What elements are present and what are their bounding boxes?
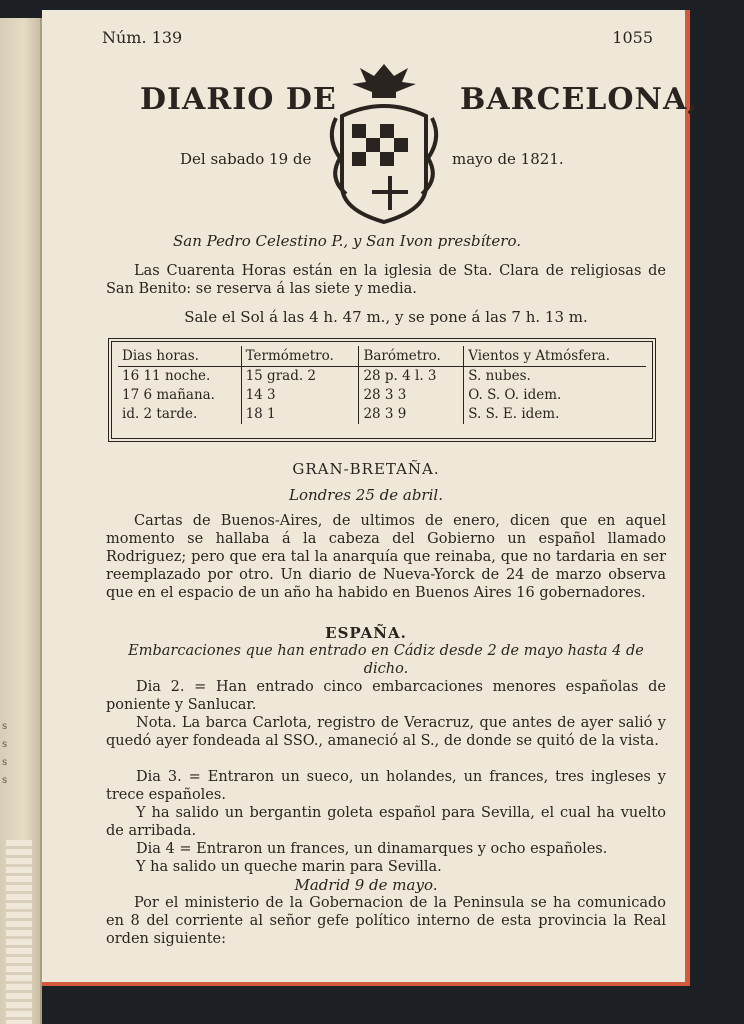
table-cell: S. nubes. [464, 367, 646, 387]
date-line-left: Del sabado 19 de [180, 150, 312, 168]
dateline-londres: Londres 25 de abril. [289, 486, 443, 504]
table-cell: 17 6 mañana. [122, 387, 215, 403]
left-page-text-fragments: s s s s [2, 721, 8, 786]
embarcaciones-subtitle: Embarcaciones que han entrado en Cádiz desde 2 de mayo hasta 4 de dicho. [128, 643, 644, 677]
column-header: Dias horas. [118, 346, 241, 367]
table-row [118, 405, 646, 424]
coat-of-arms-emblem [322, 58, 446, 228]
issue-number: Núm. 139 [102, 28, 183, 47]
article-ministerio: Por el ministerio de la Gobernacion de la Peninsula se ha comunicado en 8 del corriente al señor gefe político interno de esta provincia la Real orden siguiente: [106, 895, 666, 947]
section-heading-espana: ESPAÑA. [325, 624, 407, 642]
table-cell: 18 1 [241, 405, 359, 424]
saints-of-day: San Pedro Celestino P., y San Ivon presbítero. [173, 232, 521, 250]
table-cell: id. 2 tarde. [122, 406, 198, 422]
article-buenos-aires: Cartas de Buenos-Aires, de ultimos de enero, dicen que en aquel momento se hallaba á la cabeza del Gobierno un español llamado Rodriguez; pero que era tal la anarquía que reinaba, que no tardaria en ser reemplazado por otro. Un diario de Nueva-Yorck de 24 de marzo observa que en el espacio de un año ha habido en Buenos Aires 16 gobernadores. [106, 513, 666, 601]
column-header: Barómetro. [359, 346, 464, 367]
entry-nota: Nota. La barca Carlota, registro de Veracruz, que antes de ayer salió y quedó ayer fondeada al SSO., amaneció al S., de donde se quitó de la vista. [106, 715, 666, 749]
entry-queche: Y ha salido un queche marin para Sevilla. [136, 859, 442, 875]
masthead-title-right: BARCELONA, [460, 82, 699, 117]
table-cell: 28 3 9 [359, 405, 464, 424]
column-header: Termómetro. [241, 346, 359, 367]
newspaper-page [42, 10, 699, 986]
table-cell: O. S. O. idem. [464, 386, 646, 405]
entry-bergantin: Y ha salido un bergantin goleta español para Sevilla, el cual ha vuelto de arribada. [106, 805, 666, 839]
table-cell: 28 3 3 [359, 386, 464, 405]
entry-dia-4: Dia 4 = Entraron un frances, un dinamarques y ocho españoles. [136, 841, 608, 857]
cuarenta-horas-notice: Las Cuarenta Horas están en la iglesia de Sta. Clara de religiosas de San Benito: se reserva á las siete y media. [106, 263, 666, 297]
table-cell: S. S. E. idem. [464, 405, 646, 424]
table-cell: 28 p. 4 l. 3 [359, 367, 464, 387]
table-cell: 14 3 [241, 386, 359, 405]
sunrise-sunset: Sale el Sol á las 4 h. 47 m., y se pone á las 7 h. 13 m. [184, 308, 588, 326]
page-ribbon-strip [6, 840, 32, 1024]
table-row [118, 386, 646, 405]
weather-table [108, 338, 656, 442]
table-cell: 15 grad. 2 [241, 367, 359, 387]
column-header: Vientos y Atmósfera. [464, 346, 646, 367]
table-cell: 16 11 noche. [122, 368, 211, 384]
page-number: 1055 [612, 28, 653, 47]
dateline-madrid: Madrid 9 de mayo. [294, 876, 438, 894]
section-heading-gran-bretana: GRAN-BRETAÑA. [292, 460, 440, 478]
masthead-title-left: DIARIO DE [140, 82, 337, 117]
table-row [118, 367, 646, 387]
entry-dia-2: Dia 2. = Han entrado cinco embarcaciones menores españolas de poniente y Sanlucar. [106, 679, 666, 713]
date-line-right: mayo de 1821. [452, 150, 564, 168]
weather-table-header [118, 346, 646, 367]
entry-dia-3: Dia 3. = Entraron un sueco, un holandes, un frances, tres ingleses y trece españoles. [106, 769, 666, 803]
